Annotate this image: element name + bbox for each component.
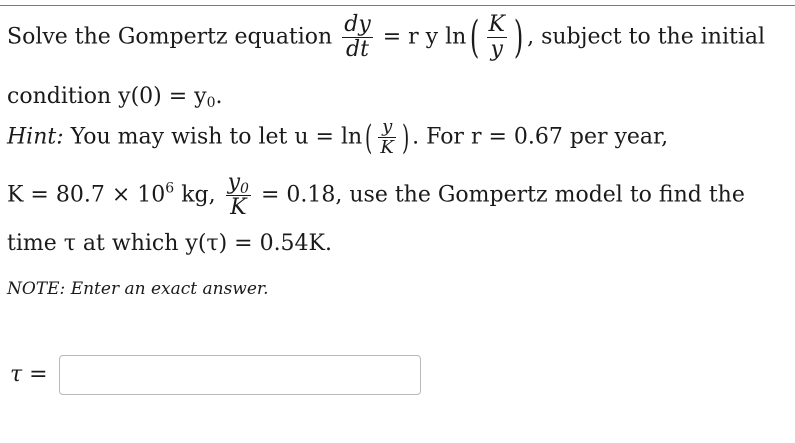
derivative-fraction bbox=[342, 14, 373, 61]
unit-text: kg, bbox=[181, 182, 216, 208]
problem-line-1 bbox=[7, 11, 766, 63]
hint-rate-text: . For r = 0.67 per year, bbox=[412, 124, 669, 150]
note-text: NOTE: Enter an exact answer. bbox=[7, 279, 269, 299]
problem-line-2 bbox=[7, 84, 223, 111]
hint-text: You may wish to let u = ln bbox=[70, 124, 363, 150]
problem-line-4 bbox=[7, 172, 745, 219]
y0-base: y bbox=[227, 170, 241, 195]
right-paren: ) bbox=[513, 11, 524, 63]
fraction-denominator: y bbox=[487, 37, 507, 61]
equation-suffix-text: , subject to the initial bbox=[527, 24, 766, 50]
hint-label: Hint: bbox=[7, 124, 64, 150]
fraction-numerator: y bbox=[382, 116, 393, 137]
y-over-k-fraction bbox=[378, 118, 395, 157]
k-over-y-fraction bbox=[487, 14, 507, 61]
left-paren: ( bbox=[365, 117, 373, 158]
fraction-denominator: K bbox=[380, 137, 394, 158]
y0-over-k-fraction bbox=[226, 172, 251, 219]
problem-line-3 bbox=[7, 118, 668, 157]
answer-input[interactable] bbox=[59, 355, 421, 395]
equation-rhs-text: = r y ln bbox=[382, 24, 467, 50]
fraction-denominator: K bbox=[226, 195, 251, 219]
answer-label: τ = bbox=[10, 362, 48, 387]
ratio-instruction-text: = 0.18, use the Gompertz model to find the bbox=[260, 182, 745, 208]
left-paren: ( bbox=[470, 11, 480, 63]
target-time-text: time τ at which y(τ) = 0.54K. bbox=[7, 231, 332, 256]
derivative-numerator: dy bbox=[344, 12, 371, 37]
derivative-denominator: dt bbox=[342, 37, 373, 61]
subscript-zero: 0 bbox=[240, 181, 249, 197]
initial-condition-text: condition y(0) = y bbox=[7, 84, 207, 109]
equation-intro-text: Solve the Gompertz equation bbox=[7, 24, 333, 50]
exponent: 6 bbox=[165, 180, 175, 197]
right-paren: ) bbox=[401, 117, 410, 158]
subscript-zero: 0 bbox=[206, 95, 216, 111]
problem-line-5 bbox=[7, 233, 332, 255]
period: . bbox=[215, 84, 223, 109]
fraction-numerator: K bbox=[488, 12, 505, 37]
carrying-capacity-text: K = 80.7 × 10 bbox=[7, 182, 166, 208]
fraction-numerator bbox=[226, 172, 251, 195]
top-divider bbox=[0, 5, 795, 6]
